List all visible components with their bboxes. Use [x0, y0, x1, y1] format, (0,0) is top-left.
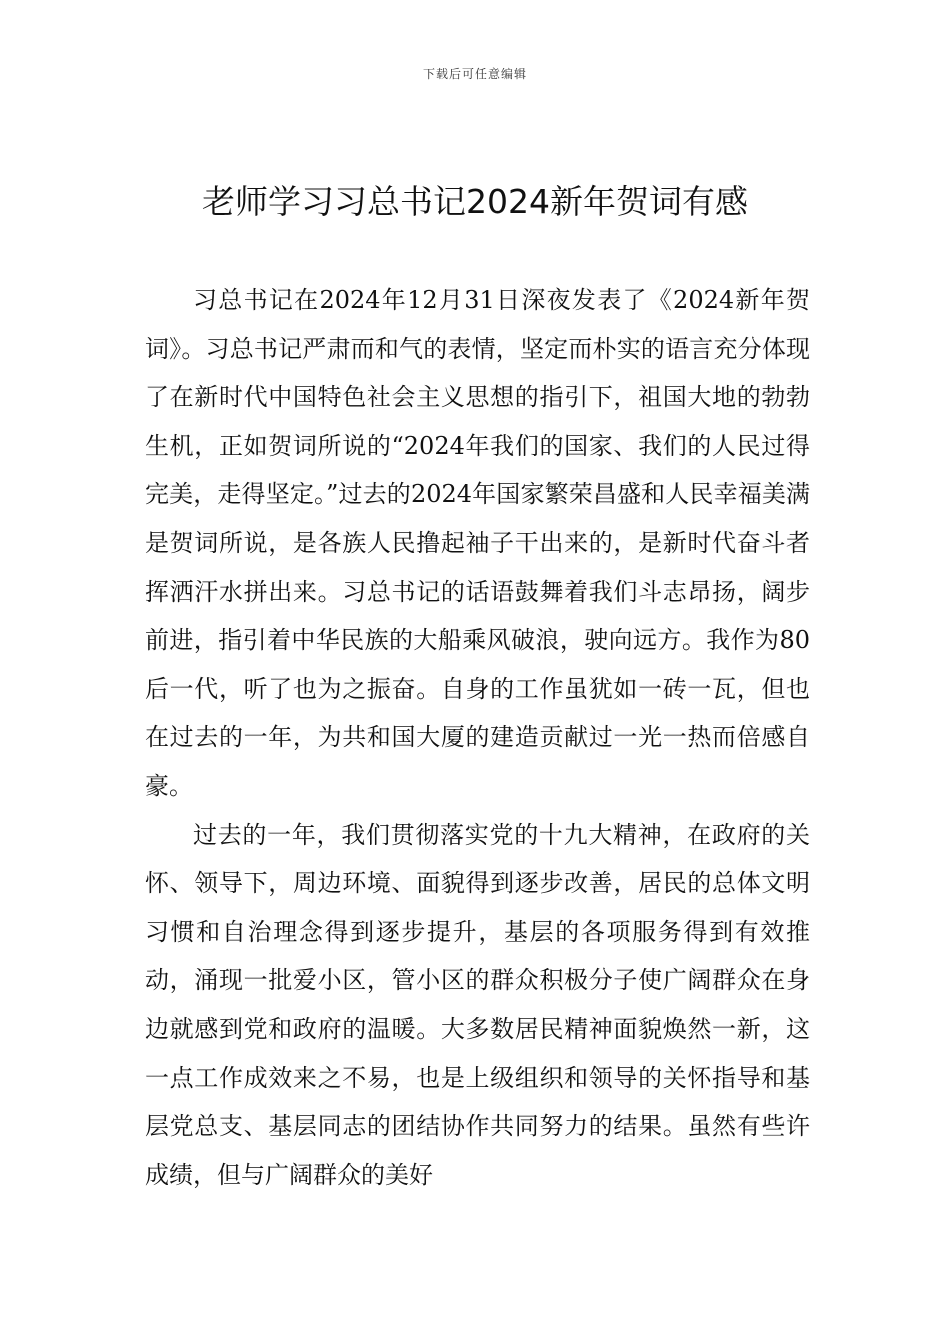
paragraph: 习总书记在2024年12月31日深夜发表了《2024新年贺词》。习总书记严肃而和气的表情，坚定而朴实的语言充分体现了在新时代中国特色社会主义思想的指引下，祖国大地的勃勃生机，正如贺词所说的“2024年我们的国家、我们的人民过得完美，走得坚定。”过去的2024年国家繁荣昌盛和人民幸福美满是贺词所说，是各族人民撸起袖子干出来的，是新时代奋斗者挥洒汗水拼出来。习总书记的话语鼓舞着我们斗志昂扬，阔步前进，指引着中华民族的大船乘风破浪，驶向远方。我作为80后一代，听了也为之振奋。自身的工作虽犹如一砖一瓦，但也在过去的一年，为共和国大厦的建造贡献过一光一热而倍感自豪。: [145, 286, 810, 800]
document-body: [145, 276, 810, 1199]
header-note: 下载后可任意编辑: [422, 67, 527, 81]
document-title: 老师学习习总书记2024新年贺词有感: [202, 182, 748, 221]
paragraph: 过去的一年，我们贯彻落实党的十九大精神，在政府的关怀、领导下，周边环境、面貌得到逐步改善，居民的总体文明习惯和自治理念得到逐步提升，基层的各项服务得到有效推动，涌现一批爱小区，管小区的群众积极分子使广阔群众在身边就感到党和政府的温暖。大多数居民精神面貌焕然一新，这一点工作成效来之不易，也是上级组织和领导的关怀指导和基层党总支、基层同志的团结协作共同努力的结果。虽然有些许成绩，但与广阔群众的美好: [145, 820, 810, 1189]
